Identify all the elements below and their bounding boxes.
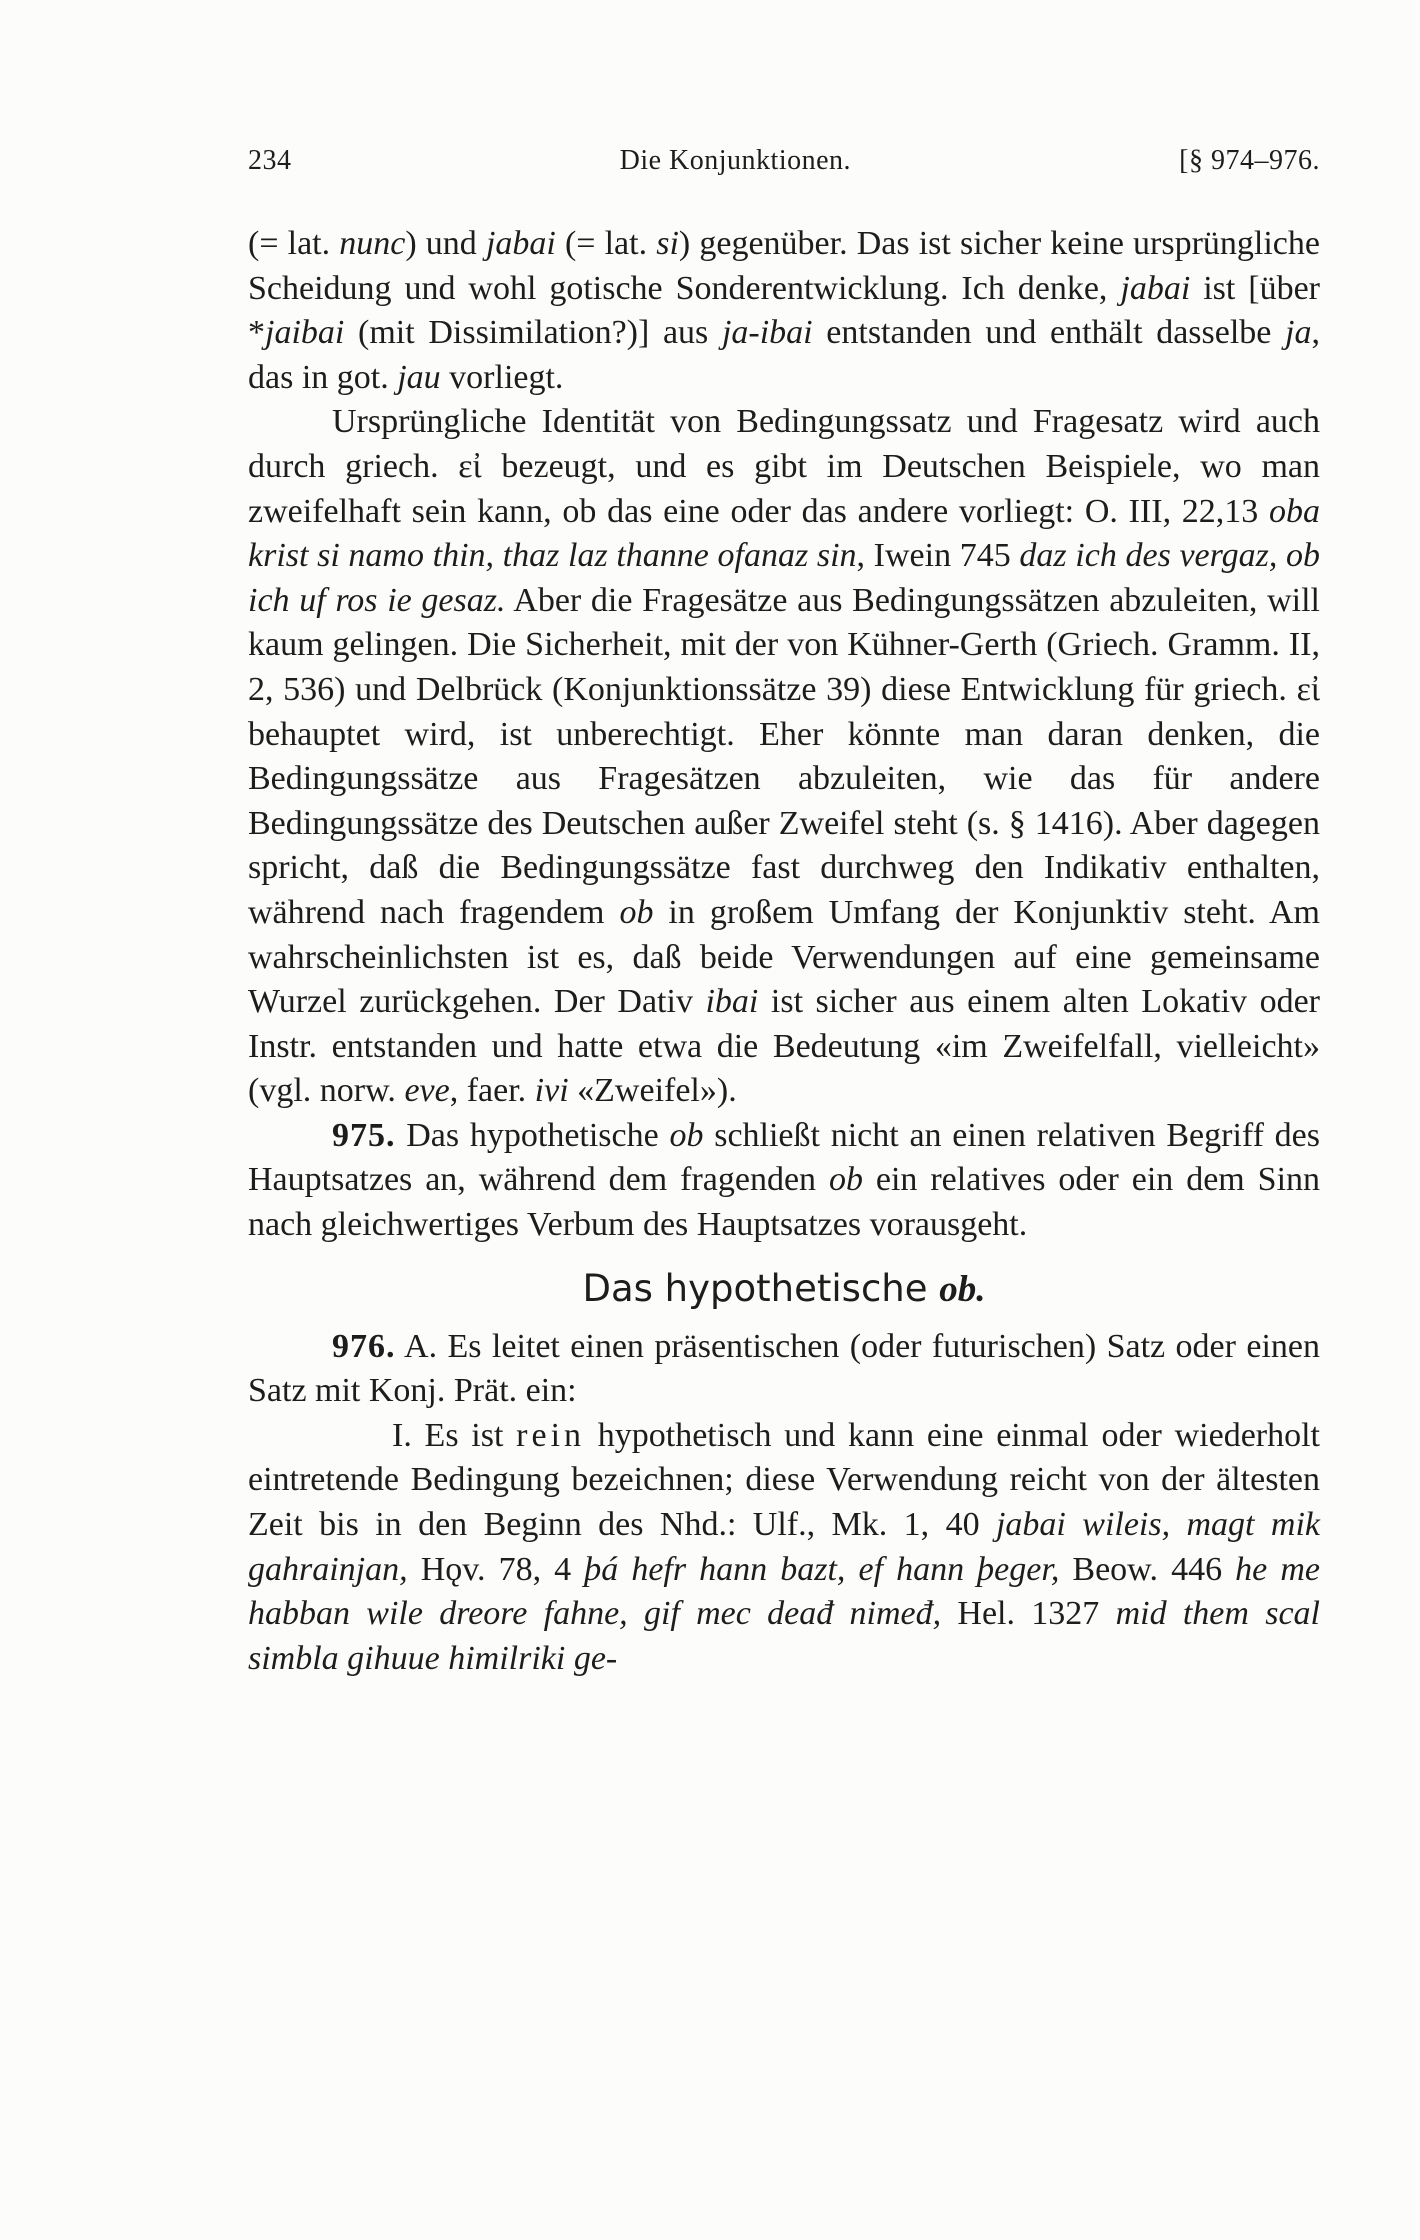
italic-term: jabai wileis, magt mik gahrainjan, [248,1506,1320,1588]
text-run: I. Es ist [392,1416,517,1454]
italic-term: he me habban wile dreore fahne, gif mec deađ nimeđ, [248,1550,1320,1633]
paragraph-identity [248,400,1320,1114]
italic-term: ob [619,893,654,931]
running-header [248,145,1320,193]
text-run: vorliegt. [440,358,564,396]
text-run: entstanden und enthält dasselbe [812,314,1286,352]
text-run: , das in got. [248,314,1320,396]
text-run: Hel. 1327 [941,1595,1116,1633]
italic-term: jau [397,358,441,396]
text-run: , Iwein 745 [856,537,1020,575]
text-run: A. Es leitet einen präsentischen (oder futurischen) Satz oder einen Satz mit Konj. Prät. ein: [248,1327,1320,1410]
paragraph-975 [248,1114,1320,1248]
paragraph-continuation [248,222,1320,400]
section-heading-text: Das hypothetische [582,1266,940,1310]
section-heading [248,1262,1320,1317]
italic-term: þá hefr hann bazt, ef hann þeger, [584,1550,1060,1588]
paragraph-975-text [248,1117,1320,1243]
italic-term: jabai [485,225,556,262]
spaced-term: rein [516,1416,586,1454]
text-run: «Zweifel»). [568,1072,737,1110]
italic-term: ob [669,1116,704,1154]
italic-term: eve [404,1072,450,1110]
text-run: in großem Umfang der Konjunktiv steht. Am wahrscheinlichsten ist es, daß beide Verwendungen auf eine gemeinsame Wurzel zurückgehen. Der Dativ [248,893,1320,1021]
text-run: ein relatives oder ein dem Sinn nach gleichwertiges Verbum des Hauptsatzes vorausgeht. [248,1161,1321,1244]
paragraph-976 [248,1325,1320,1414]
italic-term: daz ich des vergaz, ob ich uf ros ie gesaz. [248,537,1320,619]
body-text [248,222,1320,1681]
section-number-976: 976. [332,1327,396,1365]
text-run: Ursprüngliche Identität von Bedingungssatz und Fragesatz wird auch durch griech. εἰ bezeugt, und es gibt im Deutschen Beispiele, wo man zweifelhaft sein kann, ob das eine oder das andere vorliegt: O. III, 22,13 [248,403,1320,530]
italic-term: jaibai [265,314,345,352]
text-run: (= lat. [555,225,657,262]
running-title: Die Konjunktionen. [619,145,852,176]
text-run: Hǫv. 78, 4 [407,1550,585,1588]
text-run: Das hypothetische [395,1116,670,1154]
text-run: ) und [405,225,486,262]
italic-term: jabai [1120,269,1191,307]
paragraph-976-I [248,1414,1320,1682]
italic-term: si [656,225,679,262]
text-run: Beow. 446 [1059,1550,1236,1588]
text-run: Aber die Fragesätze aus Bedingungssätzen abzuleiten, will kaum gelingen. Die Sicherheit, mit der von Kühner-Gerth (Griech. Gramm. II, 2, 536) und Delbrück (Konjunktionssätze 39) diese Entwicklung für griech. εἰ behauptet wird, ist unberechtigt. Eher könnte man daran denken, die Bedingungssätze aus Fragesätzen abzuleiten, wie das für andere Bedingungssätze des Deutschen außer Zweifel steht (s. § 1416). Aber dagegen spricht, daß die Bedingungssätze fast durchweg den Indikativ enthalten, während nach fragendem [248,581,1320,931]
text-run: (= lat. [248,225,340,262]
italic-term: ibai [705,983,759,1021]
page-number: 234 [248,145,292,176]
text-run: schließt nicht an einen relativen Begriff des Hauptsatzes an, während dem fragenden [248,1116,1320,1199]
italic-term: ivi [534,1072,569,1110]
text-run: ) gegenüber. Das ist sicher keine ursprüngliche Scheidung und wohl gotische Sonderentwicklung. Ich denke, [248,225,1320,307]
text-run: ist sicher aus einem alten Lokativ oder Instr. entstanden und hatte etwa die Bedeutung «im Zweifelfall, vielleicht» (vgl. norw. [248,983,1320,1110]
italic-term: ob [828,1161,863,1199]
italic-term: ja [1285,314,1312,352]
section-range: [§ 974–976. [1179,145,1320,176]
section-number-975: 975. [332,1116,396,1154]
italic-term: mid them scal simbla gihuue himilriki ge- [248,1595,1321,1677]
text-run: , faer. [449,1072,535,1110]
text-run: ist [über * [248,269,1321,352]
paragraph-976-text [248,1328,1320,1410]
italic-term: nunc [339,225,406,262]
text-run: hypothetisch und kann eine einmal oder wiederholt eintretende Bedingung bezeichnen; diese Verwendung reicht von der ältesten Zeit bis in den Beginn des Nhd.: Ulf., Mk. 1, 40 [248,1416,1320,1544]
italic-term: ja-ibai [721,314,813,352]
text-run: (mit Dissimilation?)] aus [344,314,722,352]
italic-term: oba krist si namo thin, thaz laz thanne ofanaz sin [248,492,1320,575]
section-heading-italic: ob. [939,1268,986,1310]
